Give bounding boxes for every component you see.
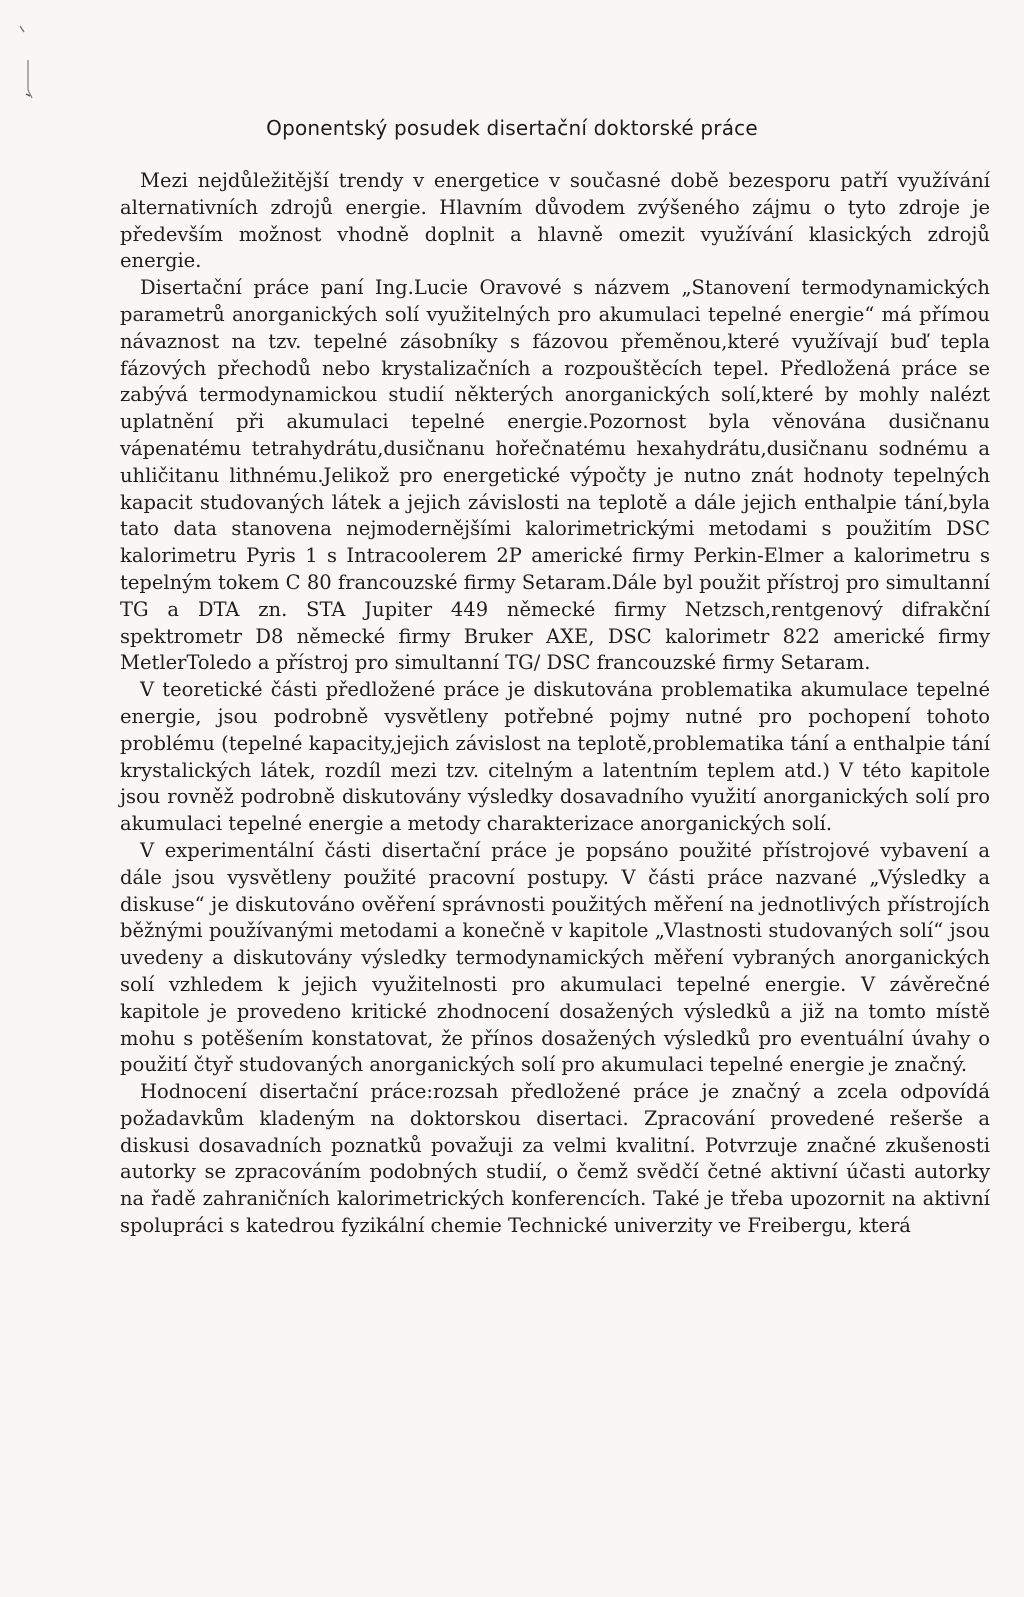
document-body — [120, 168, 990, 1240]
paragraph-dissertation-summary: Disertační práce paní Ing.Lucie Oravové s názvem „Stanovení termodynamických parametrů anorganických solí využitelných pro akumulaci tepelné energie“ má přímou návaznost na tzv. tepelné zásobníky s fázovou přeměnou,které využívají buď tepla fázových přechodů nebo krystalizačních a rozpouštěcích tepel. Předložená práce se zabývá termodynamickou studií některých anorganických solí,které by mohly nalézt uplatnění při akumulaci tepelné energie.Pozornost byla věnována dusičnanu vápenatému tetrahydrátu,dusičnanu hořečnatému hexahydrátu,dusičnanu sodnému a uhličitanu lithnému.Jelikož pro energetické výpočty je nutno znát hodnoty tepelných kapacit studovaných látek a jejich závislosti na teplotě a dále jejich enthalpie tání,byla tato data stanovena nejmodernějšími kalorimetrickými metodami s použitím DSC kalorimetru Pyris 1 s Intracoolerem 2P americké firmy Perkin-Elmer a kalorimetru s tepelným tokem C 80 francouzské firmy Setaram.Dále byl použit přístroj pro simultanní TG a DTA zn. STA Jupiter 449 německé firmy Netzsch,rentgenový difrakční spektrometr D8 německé firmy Bruker AXE, DSC kalorimetr 822 americké firmy MetlerToledo a přístroj pro simultanní TG/ DSC francouzské firmy Setaram. — [120, 276, 990, 675]
paragraph-experimental-part: V experimentální části disertační práce je popsáno použité přístrojové vybavení a dále jsou vysvětleny použité pracovní postupy. V části práce nazvané „Výsledky a diskuse“ je diskutováno ověření správnosti použitých měření na jednotlivých přístrojích běžnými používanými metodami a konečně v kapitole „Vlastnosti studovaných solí“ jsou uvedeny a diskutovány výsledky termodynamických měření vybraných anorganických solí vzhledem k jejich využitelnosti pro akumulaci tepelné energie. V závěrečné kapitole je provedeno kritické zhodnocení dosažených výsledků a již na tomto místě mohu s potěšením konstatovat, že přínos dosažených výsledků pro eventuální úvahy o použití čtyř studovaných anorganických solí pro akumulaci tepelné energie je značný. — [120, 838, 990, 1077]
paragraph-intro: Mezi nejdůležitější trendy v energetice v současné době bezesporu patří využívání alternativních zdrojů energie. Hlavním důvodem zvýšeného zájmu o tyto zdroje je především možnost vhodně doplnit a hlavně omezit využívání klasických zdrojů energie. — [120, 169, 990, 273]
scan-mark-icon — [16, 20, 36, 100]
document-title: Oponentský posudek disertační doktorské práce — [266, 116, 758, 140]
paragraph-theoretical-part: V teoretické části předložené práce je diskutována problematika akumulace tepelné energie, jsou podrobně vysvětleny potřebné pojmy nutné pro pochopení tohoto problému (tepelné kapacity,jejich závislost na teplotě,problematika tání a enthalpie tání krystalických látek, rozdíl mezi tzv. citelným a latentním teplem atd.) V této kapitole jsou rovněž podrobně diskutovány výsledky dosavadního využití anorganických solí pro akumulaci tepelné energie a metody charakterizace anorganických solí. — [120, 678, 990, 836]
paragraph-evaluation: Hodnocení disertační práce:rozsah předložené práce je značný a zcela odpovídá požadavkům kladeným na doktorskou disertaci. Zpracování provedené rešerše a diskusi dosavadních poznatků považuji za velmi kvalitní. Potvrzuje značné zkušenosti autorky se zpracováním podobných studií, o čemž svědčí četné aktivní účasti autorky na řadě zahraničních kalorimetrických konferencích. Také je třeba upozornit na aktivní spolupráci s katedrou fyzikální chemie Technické univerzity ve Freibergu, která — [120, 1080, 990, 1238]
